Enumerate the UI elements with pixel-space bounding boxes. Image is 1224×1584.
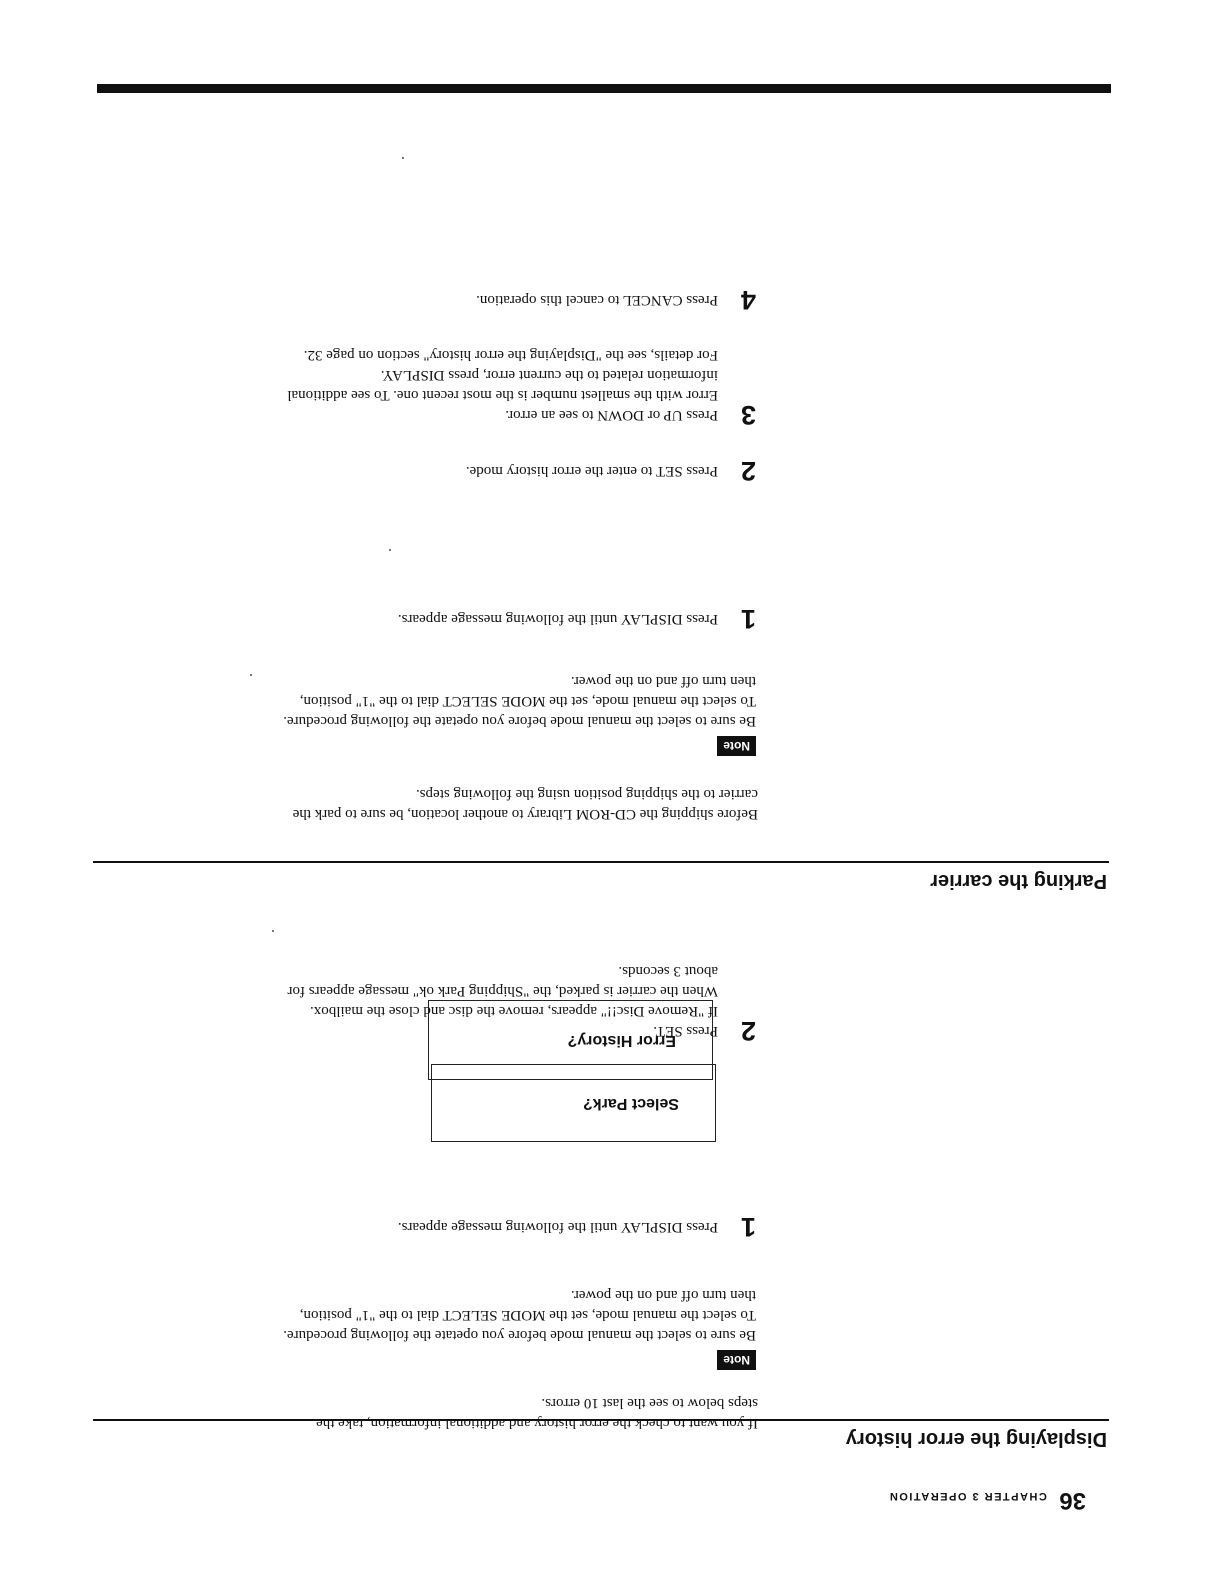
lcd-display-error-history: Error History?	[428, 1000, 713, 1080]
error-history-step3	[287, 345, 718, 425]
note-line: then turn off and on the power.	[570, 673, 756, 689]
note-badge: Note	[717, 736, 756, 756]
error-history-step4	[476, 290, 718, 310]
note-badge: Note	[717, 1350, 756, 1370]
step-number: 4	[740, 285, 756, 315]
step-line: information related to the current error, press DISPLAY.	[380, 367, 718, 383]
note-line: To select the manual mode, set the MODE SELECT dial to the "1" position,	[299, 1307, 756, 1323]
page-number: 36	[1059, 1487, 1086, 1514]
intro-line: steps below to see the last 10 errors.	[541, 1395, 758, 1411]
intro-line: Before shipping the CD-ROM Library to another location, be sure to park the	[292, 806, 758, 822]
error-history-intro	[316, 1393, 758, 1433]
section-rule	[93, 862, 1109, 864]
note-line: To select the manual mode, set the MODE SELECT dial to the "1" position,	[299, 693, 756, 709]
scan-speck	[389, 549, 391, 551]
section-title-error-history: Displaying the error history	[845, 1428, 1107, 1450]
step-line: If "Remove Disc!!" appears, remove the disc and close the mailbox.	[310, 1003, 718, 1019]
step-line: When the carrier is parked, the "Shipping Park ok" message appears for	[287, 983, 718, 999]
intro-line: carrier to the shipping position using the following steps.	[415, 786, 758, 802]
bottom-heavy-rule	[97, 84, 1111, 93]
step-line: Press DISPLAY until the following message appears.	[397, 1219, 718, 1235]
step-number: 2	[740, 1016, 756, 1046]
step-line: Error with the smallest number is the most recent one. To see additional	[287, 387, 718, 403]
scan-speck	[402, 157, 404, 159]
step-line: about 3 seconds.	[618, 963, 718, 979]
note-line: Be sure to select the manual mode before you opetate the following procedure.	[283, 1327, 756, 1343]
page-header	[888, 1486, 1086, 1514]
scan-speck	[272, 930, 274, 932]
step-line: Press SET to enter the error history mode.	[465, 463, 718, 479]
parking-note	[283, 671, 756, 731]
step-number: 3	[740, 400, 756, 430]
step-line: For details, see the "Displaying the error history" section on page 32.	[303, 347, 718, 363]
intro-line: If you want to check the error history and additional information, take the	[316, 1415, 758, 1431]
error-history-note	[283, 1285, 756, 1345]
error-history-step2	[466, 461, 718, 481]
step-line: Press SET.	[653, 1023, 718, 1039]
step-line: Press CANCEL to cancel this operation.	[476, 292, 718, 308]
step-line: Press UP or DOWN to see an error.	[505, 407, 718, 423]
parking-intro	[293, 784, 758, 824]
parking-step1	[398, 609, 718, 629]
step-number: 1	[740, 1212, 756, 1242]
step-number: 2	[740, 456, 756, 486]
step-number: 1	[740, 604, 756, 634]
scan-speck	[250, 674, 252, 676]
section-title-parking: Parking the carrier	[930, 870, 1107, 892]
note-line: then turn off and on the power.	[570, 1287, 756, 1303]
step-line: Press DISPLAY until the following message appears.	[397, 611, 718, 627]
lcd-display-select-park: Select Park?	[431, 1064, 716, 1142]
chapter-label: CHAPTER 3 OPERATION	[888, 1490, 1047, 1502]
parking-step2	[288, 961, 718, 1041]
note-line: Be sure to select the manual mode before you opetate the following procedure.	[283, 713, 756, 729]
error-history-step1	[398, 1217, 718, 1237]
